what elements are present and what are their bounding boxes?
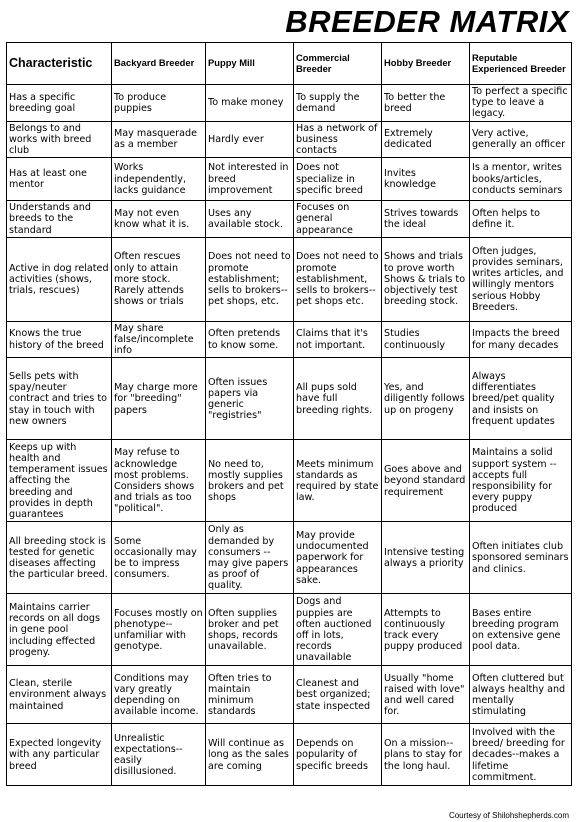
cell-puppy-mill: Only as demanded by consumers -- may give papers as proof of quality. [206, 522, 294, 594]
cell-puppy-mill: Often tries to maintain minimum standards [206, 666, 294, 724]
header-reputable-breeder: Reputable Experienced Breeder [470, 43, 572, 85]
table-row [7, 440, 572, 522]
cell-characteristic: Understands and breeds to the standard [7, 201, 112, 238]
cell-commercial: Focuses on general appearance [294, 201, 382, 238]
cell-reputable: Often judges, provides seminars, writes articles, and willingly mentors serious Hobby Breeders. [470, 237, 572, 321]
table-row [7, 121, 572, 158]
cell-puppy-mill: Uses any available stock. [206, 201, 294, 238]
cell-characteristic: Belongs to and works with breed club [7, 121, 112, 158]
cell-hobby: Strives towards the ideal [382, 201, 470, 238]
cell-reputable: Often helps to define it. [470, 201, 572, 238]
cell-backyard: Unrealistic expectations-- easily disillusioned. [112, 724, 206, 786]
cell-characteristic: Keeps up with health and temperament issues affecting the breeding and provides in depth guarantees [7, 440, 112, 522]
cell-backyard: Focuses mostly on phenotype--unfamiliar with genotype. [112, 594, 206, 666]
table-row [7, 522, 572, 594]
cell-characteristic: Active in dog related activities (shows, trials, rescues) [7, 237, 112, 321]
cell-hobby: Extremely dedicated [382, 121, 470, 158]
table-row [7, 358, 572, 440]
cell-hobby: Goes above and beyond standard requirement [382, 440, 470, 522]
cell-reputable: Bases entire breeding program on extensive gene pool data. [470, 594, 572, 666]
cell-backyard: May masquerade as a member [112, 121, 206, 158]
table-row [7, 237, 572, 321]
header-backyard-breeder: Backyard Breeder [112, 43, 206, 85]
cell-hobby: Yes, and diligently follows up on progeny [382, 358, 470, 440]
table-row [7, 85, 572, 122]
cell-puppy-mill: Often pretends to know some. [206, 321, 294, 358]
breeder-matrix-table [6, 42, 572, 786]
cell-backyard: Some occasionally may be to impress consumers. [112, 522, 206, 594]
table-row [7, 666, 572, 724]
cell-hobby: Intensive testing always a priority [382, 522, 470, 594]
cell-reputable: Often cluttered but always healthy and mentally stimulating [470, 666, 572, 724]
cell-backyard: May share false/incomplete info [112, 321, 206, 358]
table-row [7, 724, 572, 786]
cell-reputable: Impacts the breed for many decades [470, 321, 572, 358]
cell-characteristic: Expected longevity with any particular breed [7, 724, 112, 786]
cell-commercial: Does not specialize in specific breed [294, 158, 382, 201]
table-row [7, 594, 572, 666]
cell-hobby: On a mission--plans to stay for the long haul. [382, 724, 470, 786]
header-commercial-breeder: Commercial Breeder [294, 43, 382, 85]
cell-commercial: Does not need to promote establishment, sells to brokers--pet shops etc. [294, 237, 382, 321]
cell-puppy-mill: Does not need to promote establishment; sells to brokers--pet shops, etc. [206, 237, 294, 321]
cell-hobby: Usually "home raised with love" and well cared for. [382, 666, 470, 724]
cell-puppy-mill: Not interested in breed improvement [206, 158, 294, 201]
cell-commercial: May provide undocumented paperwork for appearances sake. [294, 522, 382, 594]
cell-commercial: To supply the demand [294, 85, 382, 122]
cell-backyard: To produce puppies [112, 85, 206, 122]
cell-hobby: Invites knowledge [382, 158, 470, 201]
cell-reputable: Always differentiates breed/pet quality and insists on frequent updates [470, 358, 572, 440]
cell-characteristic: Knows the true history of the breed [7, 321, 112, 358]
cell-reputable: Is a mentor, writes books/articles, conducts seminars [470, 158, 572, 201]
cell-hobby: Studies continuously [382, 321, 470, 358]
cell-puppy-mill: Will continue as long as the sales are coming [206, 724, 294, 786]
cell-hobby: Attempts to continuously track every puppy produced [382, 594, 470, 666]
cell-puppy-mill: No need to, mostly supplies brokers and pet shops [206, 440, 294, 522]
cell-reputable: Involved with the breed/ breeding for decades--makes a lifetime commitment. [470, 724, 572, 786]
cell-characteristic: All breeding stock is tested for genetic diseases affecting the particular breed. [7, 522, 112, 594]
cell-commercial: Cleanest and best organized; state inspected [294, 666, 382, 724]
header-row [7, 43, 572, 85]
cell-characteristic: Maintains carrier records on all dogs in gene pool including effected progeny. [7, 594, 112, 666]
cell-characteristic: Sells pets with spay/neuter contract and tries to stay in touch with new owners [7, 358, 112, 440]
cell-commercial: Depends on popularity of specific breeds [294, 724, 382, 786]
cell-commercial: Dogs and puppies are often auctioned off in lots, records unavailable [294, 594, 382, 666]
cell-puppy-mill: To make money [206, 85, 294, 122]
header-characteristic: Characteristic [7, 43, 112, 85]
table-row [7, 321, 572, 358]
cell-backyard: May charge more for "breeding" papers [112, 358, 206, 440]
cell-reputable: Maintains a solid support system --accepts full responsibility for every puppy produced [470, 440, 572, 522]
cell-characteristic: Has at least one mentor [7, 158, 112, 201]
table-row [7, 201, 572, 238]
cell-commercial: Claims that it's not important. [294, 321, 382, 358]
cell-hobby: To better the breed [382, 85, 470, 122]
cell-commercial: All pups sold have full breeding rights. [294, 358, 382, 440]
cell-reputable: Often initiates club sponsored seminars and clinics. [470, 522, 572, 594]
cell-characteristic: Clean, sterile environment always maintained [7, 666, 112, 724]
page-title: BREEDER MATRIX [285, 4, 569, 39]
header-puppy-mill: Puppy Mill [206, 43, 294, 85]
cell-backyard: May refuse to acknowledge most problems. Considers shows and trials as too "political". [112, 440, 206, 522]
cell-commercial: Meets minimum standards as required by state law. [294, 440, 382, 522]
cell-characteristic: Has a specific breeding goal [7, 85, 112, 122]
credit-line: Courtesy of Shilohshepherds.com [448, 811, 569, 820]
cell-reputable: To perfect a specific type to leave a legacy. [470, 85, 572, 122]
cell-backyard: Works independently, lacks guidance [112, 158, 206, 201]
table-row [7, 158, 572, 201]
cell-backyard: Often rescues only to attain more stock. Rarely attends shows or trials [112, 237, 206, 321]
cell-puppy-mill: Often issues papers via generic "registries" [206, 358, 294, 440]
header-hobby-breeder: Hobby Breeder [382, 43, 470, 85]
cell-puppy-mill: Hardly ever [206, 121, 294, 158]
cell-hobby: Shows and trials to prove worth Shows & trials to objectively test breeding stock. [382, 237, 470, 321]
cell-backyard: Conditions may vary greatly depending on available income. [112, 666, 206, 724]
cell-commercial: Has a network of business contacts [294, 121, 382, 158]
cell-puppy-mill: Often supplies broker and pet shops, records unavailable. [206, 594, 294, 666]
cell-reputable: Very active, generally an officer [470, 121, 572, 158]
cell-backyard: May not even know what it is. [112, 201, 206, 238]
